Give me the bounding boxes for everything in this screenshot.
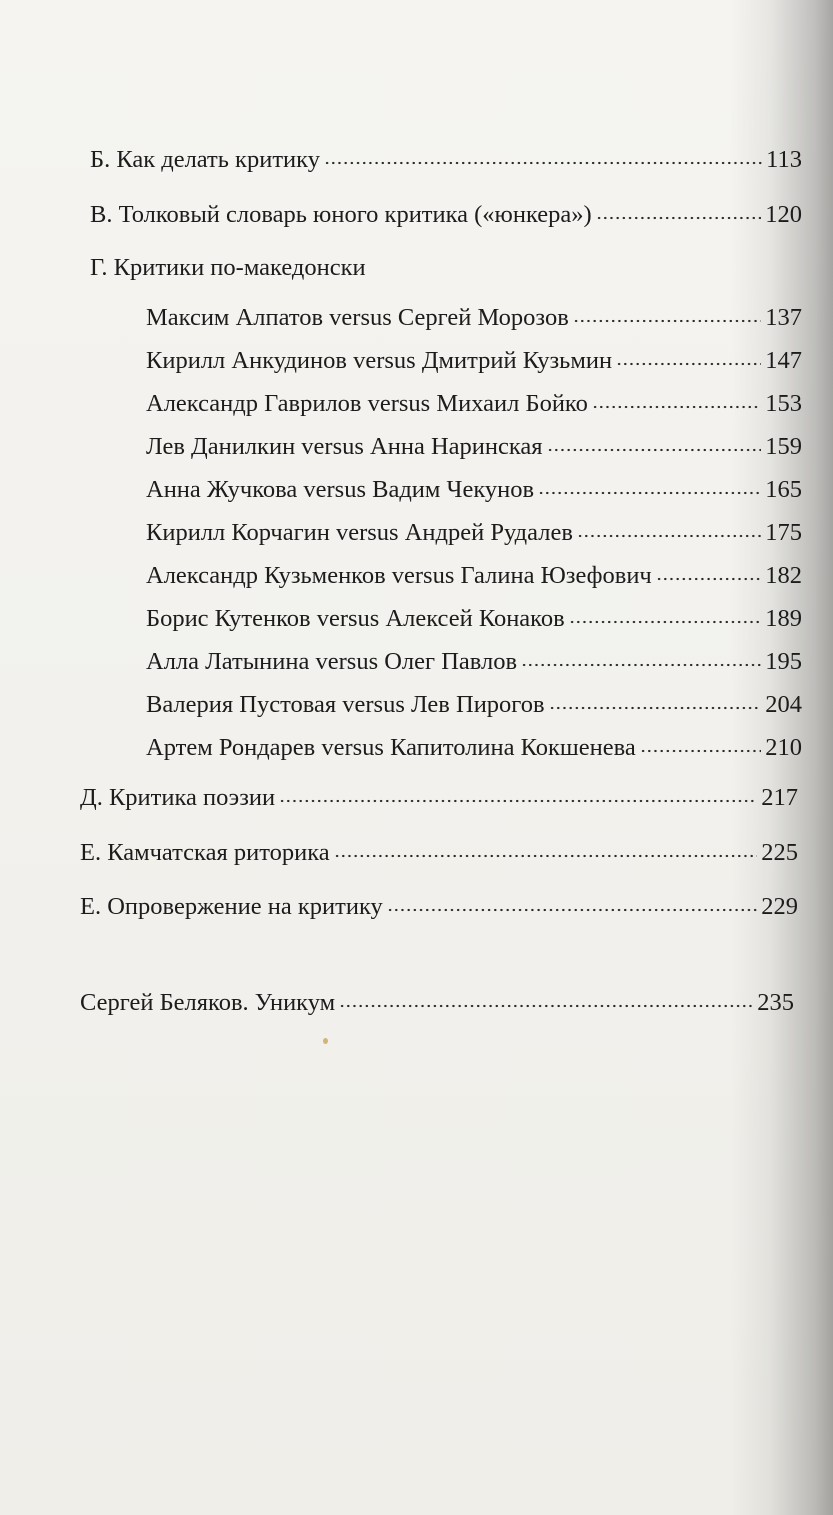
toc-entry-title: Лев Данилкин versus Анна Наринская [146,433,543,460]
toc-entry-title: Д. Критика поэзии [80,784,276,811]
toc-entry-title: Алла Латынина versus Олег Павлов [146,648,518,675]
toc-subentry [146,647,802,677]
dot-leader [656,576,761,582]
toc-entry-page: 182 [765,562,802,589]
toc-entry-page: 113 [766,146,802,173]
toc-entry [90,145,802,175]
toc-subentry [146,561,802,591]
dot-leader [569,619,762,625]
toc-entry-title: Б. Как делать критику [90,146,320,173]
dot-leader [324,160,762,166]
toc-entry-page: 147 [765,347,802,374]
dot-leader [547,447,762,453]
toc-subentry [146,389,802,419]
toc-entry-page: 235 [757,989,794,1016]
toc-subentry [146,303,802,333]
section-heading: Г. Критики по-македонски [90,254,366,281]
toc-entry-page: 120 [765,201,802,228]
dot-leader [521,662,761,668]
toc-entry-page: 189 [765,605,802,632]
dot-leader [387,907,757,913]
toc-entry-title: Кирилл Корчагин versus Андрей Рудалев [146,519,573,546]
toc-subentry [146,346,802,376]
toc-entry-page: 195 [765,648,802,675]
toc-subentry [146,733,802,763]
toc-entry-page: 165 [765,476,802,503]
dot-leader [573,318,761,324]
dot-leader [577,533,761,539]
dot-leader [592,404,761,410]
toc-entry [80,892,798,922]
toc-entry [80,783,798,813]
toc-entry-title: В. Толковый словарь юного критика («юнкера») [90,201,592,228]
toc-entry-page: 204 [765,691,802,718]
dot-leader [640,748,761,754]
toc-entry-title: Борис Кутенков versus Алексей Конаков [146,605,565,632]
dot-leader [549,705,762,711]
toc-subentry [146,604,802,634]
dot-leader [334,853,758,859]
toc-entry-page: 159 [765,433,802,460]
toc-entry-page: 210 [765,734,802,761]
toc-entry [90,200,802,230]
toc-entry-title: Валерия Пустовая versus Лев Пирогов [146,691,545,718]
toc-entry-title: Анна Жучкова versus Вадим Чекунов [146,476,535,503]
dot-leader [279,798,757,804]
toc-subentry [146,475,802,505]
toc-entry-page: 217 [761,784,798,811]
toc-entry-title: Александр Гаврилов versus Михаил Бойко [146,390,588,417]
toc-subentry [146,432,802,462]
toc-subentry [146,690,802,720]
paper-speck [323,1038,328,1044]
toc-subentry [146,518,802,548]
dot-leader [538,490,761,496]
toc-entry-page: 153 [765,390,802,417]
toc-entry-title: Сергей Беляков. Уникум [80,989,336,1016]
toc-entry-appendix [80,988,794,1018]
toc-entry [80,838,798,868]
toc-entry-title: Александр Кузьменков versus Галина Юзефович [146,562,652,589]
toc-entry-page: 229 [761,893,798,920]
toc-entry-title: Кирилл Анкудинов versus Дмитрий Кузьмин [146,347,613,374]
toc-entry-title: Е. Камчатская риторика [80,839,330,866]
toc-entry-page: 137 [765,304,802,331]
toc-entry-title: Максим Алпатов versus Сергей Морозов [146,304,569,331]
toc-entry-title: Артем Рондарев versus Капитолина Кокшенева [146,734,636,761]
toc-entry-page: 225 [761,839,798,866]
toc-entry-page: 175 [765,519,802,546]
toc-entry-title: Е. Опровержение на критику [80,893,383,920]
dot-leader [339,1003,753,1009]
dot-leader [596,215,762,221]
dot-leader [616,361,761,367]
